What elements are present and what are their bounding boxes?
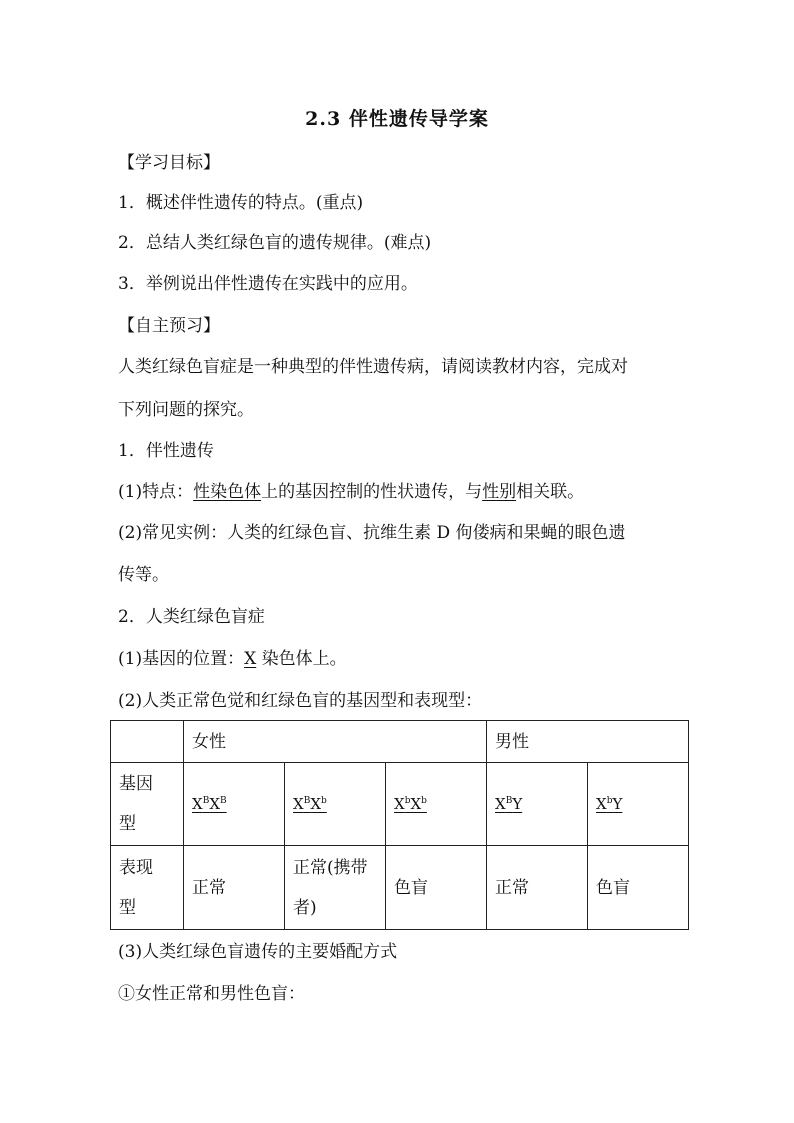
phenotype-cell: 色盲 bbox=[386, 846, 487, 930]
genotype-cell: $X^bX^b$ bbox=[386, 763, 487, 846]
genotype-cell: $X^BX^B$ bbox=[184, 763, 285, 846]
genotype-cell: $X^BY$ bbox=[487, 763, 588, 846]
genotype-row-label: 基因型 bbox=[111, 763, 184, 846]
goals-header: 【学习目标】 bbox=[118, 153, 220, 173]
goal-2: 2．总结人类红绿色盲的遗传规律。(难点) bbox=[118, 233, 432, 253]
item-1-heading: 1．伴性遗传 bbox=[118, 441, 214, 461]
female-header: 女性 bbox=[184, 721, 487, 763]
genotype-cell: $X^BX^b$ bbox=[285, 763, 386, 846]
genotype-table bbox=[110, 720, 689, 930]
mating-1: ①女性正常和男性色盲： bbox=[118, 984, 305, 1004]
phenotype-row bbox=[111, 846, 689, 930]
examples-line-1: (2)常见实例：人类的红绿色盲、抗维生素 D 佝偻病和果蝇的眼色遗 bbox=[118, 523, 626, 543]
phenotype-cell: 正常 bbox=[487, 846, 588, 930]
goal-1: 1．概述伴性遗传的特点。(重点) bbox=[118, 193, 364, 213]
examples-line-2: 传等。 bbox=[118, 565, 169, 585]
preview-header: 【自主预习】 bbox=[118, 316, 220, 336]
phenotype-row-label: 表现型 bbox=[111, 846, 184, 930]
table-caption: (2)人类正常色觉和红绿色盲的基因型和表现型： bbox=[118, 691, 483, 711]
feature-answer-1: 性染色体 bbox=[193, 482, 262, 502]
feature-prefix: (1)特点： bbox=[118, 482, 194, 502]
intro-line-2: 下列问题的探究。 bbox=[118, 400, 254, 420]
intro-line-1: 人类红绿色盲症是一种典型的伴性遗传病，请阅读教材内容，完成对 bbox=[118, 357, 628, 377]
gene-position-answer: X bbox=[244, 649, 257, 669]
genotype-row bbox=[111, 763, 689, 846]
genotype-cell: $X^bY$ bbox=[588, 763, 689, 846]
feature-suffix: 相关联。 bbox=[516, 482, 585, 502]
goal-3: 3．举例说出伴性遗传在实践中的应用。 bbox=[118, 274, 418, 294]
phenotype-cell: 色盲 bbox=[588, 846, 689, 930]
page-title: 2.3 伴性遗传导学案 bbox=[305, 108, 489, 130]
mating-header: (3)人类红绿色盲遗传的主要婚配方式 bbox=[118, 942, 398, 962]
gene-position-suffix: 染色体上。 bbox=[256, 649, 347, 669]
phenotype-cell: 正常(携带者) bbox=[285, 846, 386, 930]
table-corner-cell bbox=[111, 721, 184, 763]
phenotype-cell: 正常 bbox=[184, 846, 285, 930]
feature-line bbox=[118, 481, 584, 503]
gene-position-line bbox=[118, 648, 347, 670]
feature-answer-2: 性别 bbox=[482, 482, 517, 502]
item-2-heading: 2．人类红绿色盲症 bbox=[118, 607, 265, 627]
gene-position-prefix: (1)基因的位置： bbox=[118, 649, 245, 669]
feature-mid: 上的基因控制的性状遗传，与 bbox=[261, 482, 483, 502]
male-header: 男性 bbox=[487, 721, 689, 763]
table-header-row bbox=[111, 721, 689, 763]
